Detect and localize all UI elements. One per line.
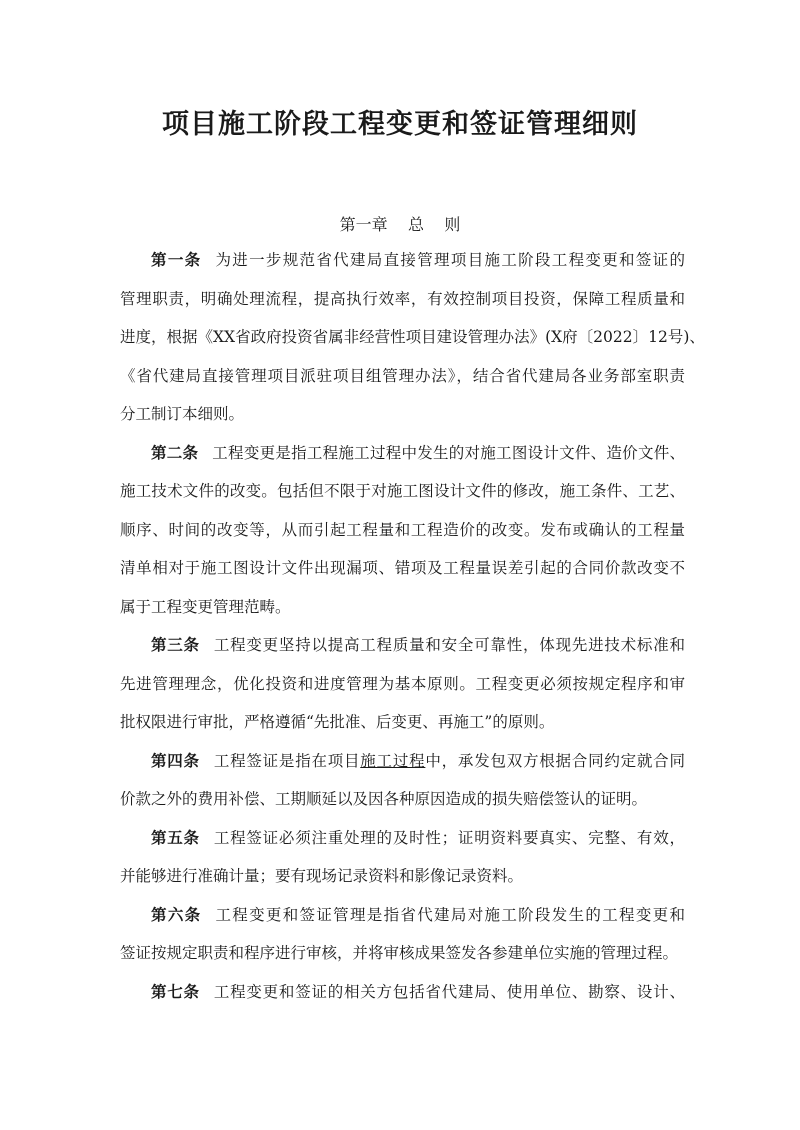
chapter-heading: 第一章 总 则 <box>339 215 461 234</box>
underlined-term: 施工过程 <box>360 751 426 770</box>
article-4-first-line <box>120 742 685 781</box>
article-text: 为进一步规范省代建局直接管理项目施工阶段工程变更和签证的 <box>215 251 685 269</box>
article-line: 顺序、时间的改变等，从而引起工程量和工程造价的改变。发布或确认的工程量 <box>120 520 685 539</box>
article-label: 第三条 <box>151 635 200 654</box>
article-1 <box>120 241 705 434</box>
article-line: 《省代建局直接管理项目派驻项目组管理办法》，结合省代建局各业务部室职责 <box>120 366 685 385</box>
article-7-first-line <box>120 973 685 1012</box>
article-line: 先进管理理念，优化投资和进度管理为基本原则。工程变更必须按规定程序和审 <box>120 674 685 693</box>
article-1-first-line <box>120 241 685 280</box>
article-line: 并能够进行准确计量；要有现场记录资料和影像记录资料。 <box>120 867 524 885</box>
article-line: 进度，根据《XX省政府投资省属非经营性项目建设管理办法》(X府〔2022〕12号)、 <box>120 328 705 346</box>
article-label: 第五条 <box>151 827 200 847</box>
article-line: 属于工程变更管理范畴。 <box>120 597 291 616</box>
article-line: 管理职责，明确处理流程，提高执行效率，有效控制项目投资，保障工程质量和 <box>120 289 685 308</box>
article-label: 第七条 <box>151 981 200 1001</box>
article-4 <box>120 742 685 819</box>
article-line: 签证按规定职责和程序进行审核，并将审核成果签发各参建单位实施的管理过程。 <box>120 944 679 962</box>
article-label: 第四条 <box>151 750 200 770</box>
document-title: 项目施工阶段工程变更和签证管理细则 <box>162 109 638 140</box>
article-label: 第六条 <box>151 904 202 924</box>
article-text: 中，承发包双方根据合同约定就合同 <box>425 751 685 770</box>
article-3 <box>120 626 685 742</box>
article-2-first-line <box>120 434 685 473</box>
article-6 <box>120 896 685 973</box>
article-text: 工程变更和签证的相关方包括省代建局、使用单位、勘察、设计、 <box>213 982 685 1001</box>
article-text: 工程变更坚持以提高工程质量和安全可靠性，体现先进技术标准和 <box>213 636 685 654</box>
article-text: 工程变更是指工程施工过程中发生的对施工图设计文件、造价文件、 <box>212 443 685 462</box>
article-line: 清单相对于施工图设计文件出现漏项、错项及工程量误差引起的合同价款改变不 <box>120 559 685 577</box>
article-line: 分工制订本细则。 <box>120 405 245 423</box>
article-line: 批权限进行审批，严格遵循“先批准、后变更、再施工”的原则。 <box>120 713 555 731</box>
article-text: 工程签证是指在项目 <box>213 751 361 770</box>
article-6-first-line <box>120 896 685 935</box>
document-body <box>120 241 705 1011</box>
article-7 <box>120 973 685 1012</box>
article-label: 第一条 <box>151 250 202 269</box>
article-line: 价款之外的费用补偿、工期顺延以及因各种原因造成的损失赔偿签认的证明。 <box>120 790 648 808</box>
article-5 <box>120 819 685 896</box>
article-2 <box>120 434 685 627</box>
article-line: 施工技术文件的改变。包括但不限于对施工图设计文件的修改，施工条件、工艺、 <box>120 482 685 500</box>
article-text: 工程签证必须注重处理的及时性；证明资料要真实、完整、有效， <box>213 828 685 847</box>
article-label: 第二条 <box>151 442 199 462</box>
article-5-first-line <box>120 819 685 858</box>
article-text: 工程变更和签证管理是指省代建局对施工阶段发生的工程变更和 <box>215 905 685 924</box>
article-3-first-line <box>120 626 685 665</box>
